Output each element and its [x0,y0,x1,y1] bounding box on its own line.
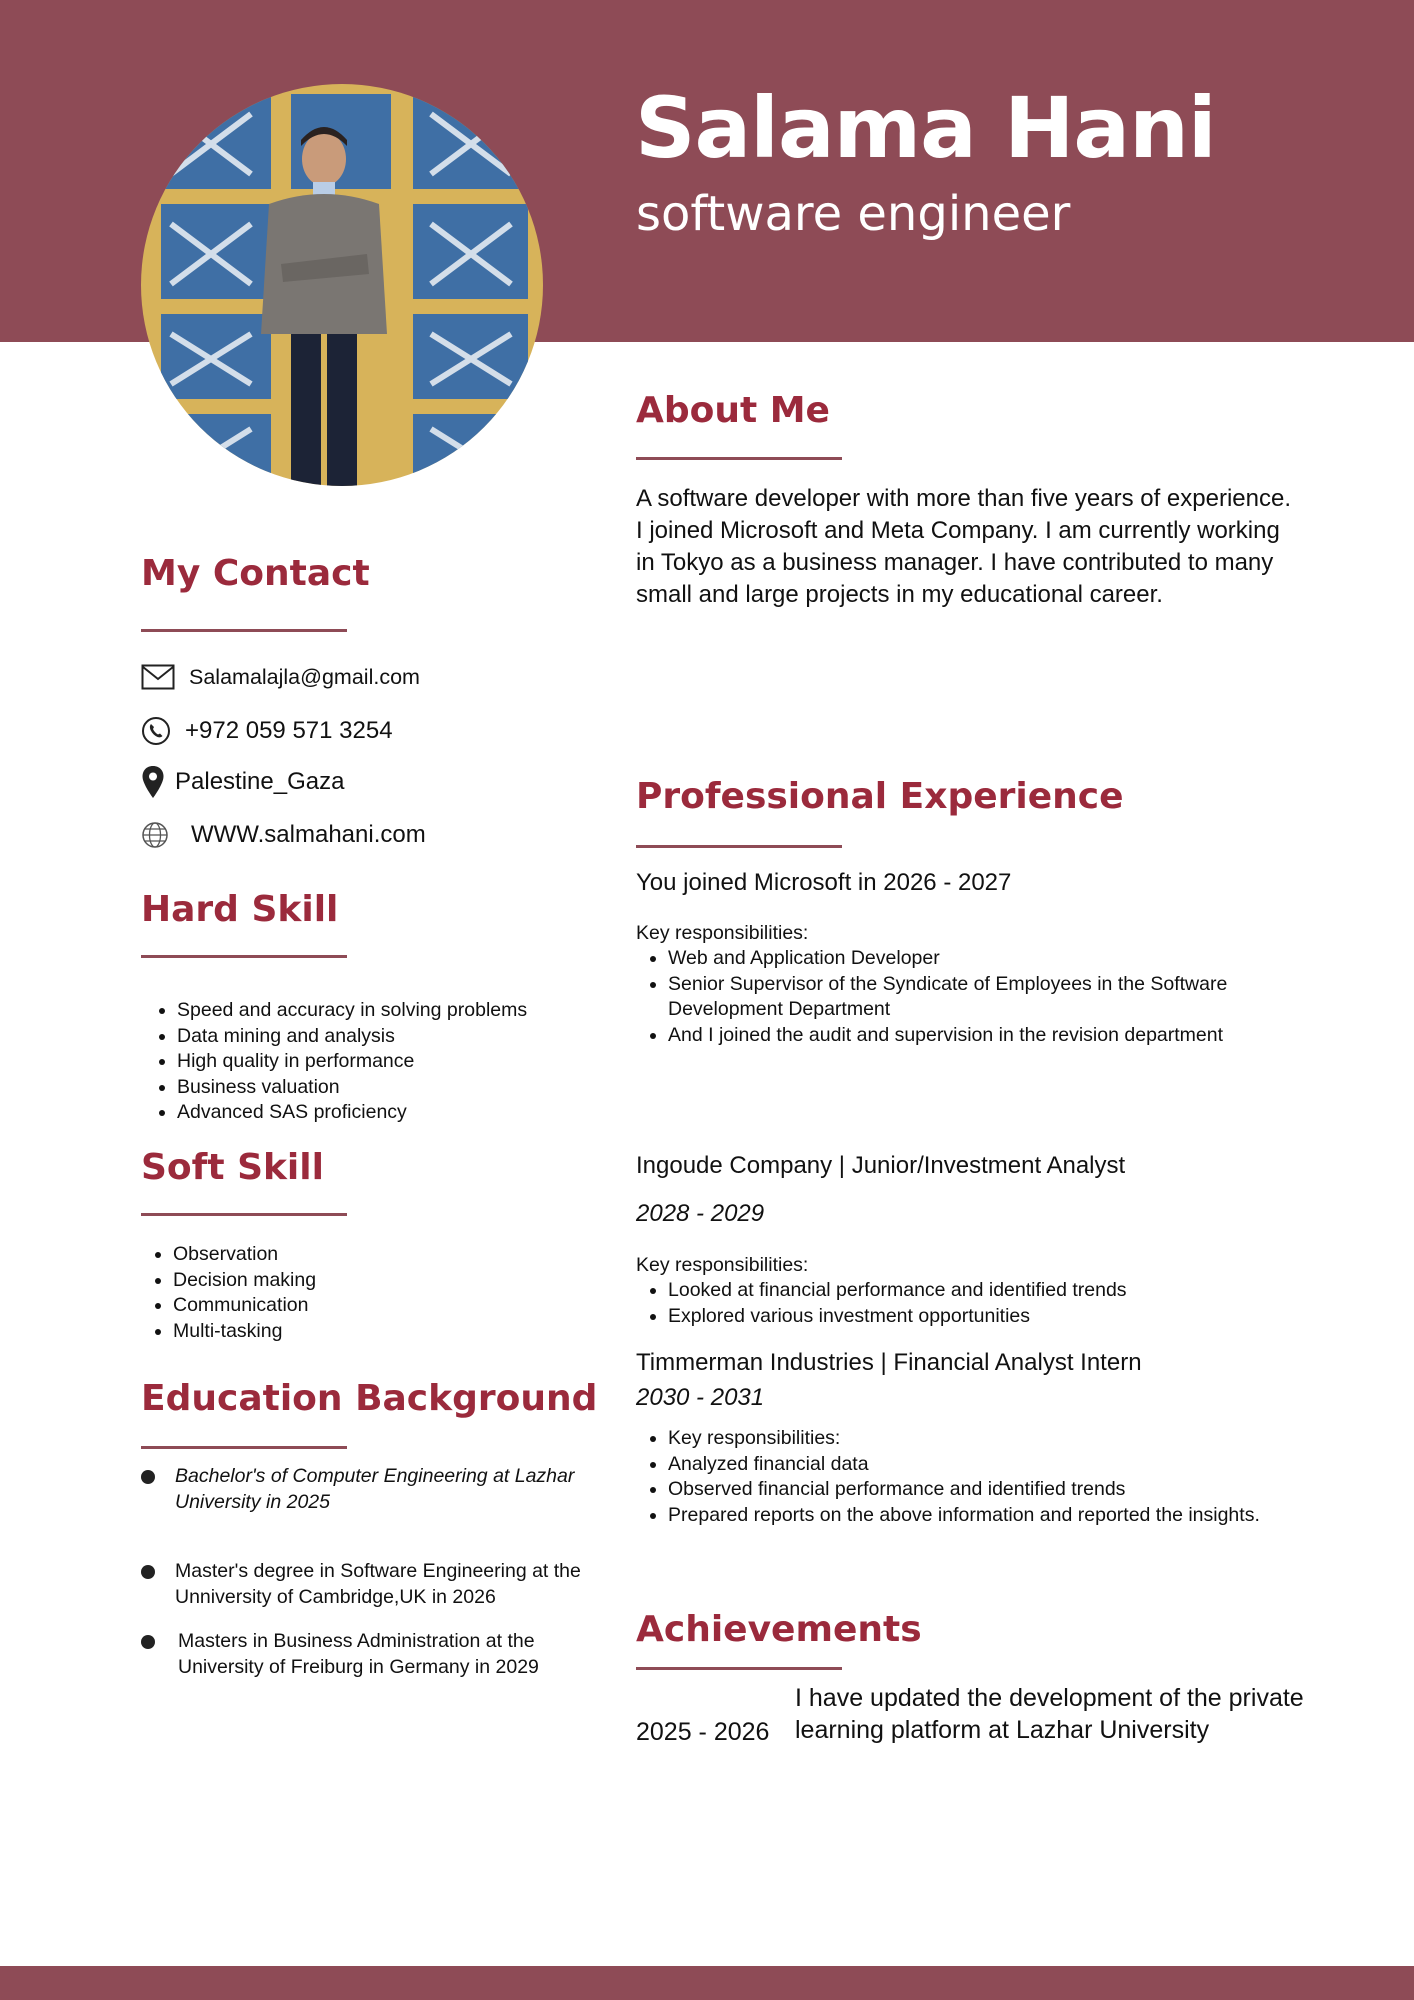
experience-title: Professional Experience [636,776,1124,817]
achievement-years: 2025 - 2026 [636,1718,770,1746]
achievements-title: Achievements [636,1609,922,1650]
key-responsibilities-label: Key responsibilities: [636,1254,809,1276]
achievements-rule [636,1667,842,1670]
list-item: • Communication [173,1293,316,1319]
soft-skill-title: Soft Skill [141,1147,324,1188]
list-item: • Web and Application Developer [668,946,1328,972]
contact-title: My Contact [141,553,370,594]
list-item: • Business valuation [177,1075,527,1101]
footer-band [0,1966,1414,2000]
list-item: • Data mining and analysis [177,1024,527,1050]
job-responsibilities-list [636,1426,1308,1528]
bullet-icon [141,1470,155,1484]
list-item: • Analyzed financial data [668,1452,1308,1478]
list-item: • Key responsibilities: [668,1426,1308,1452]
hard-skill-rule [141,955,347,958]
education-text: Master's degree in Software Engineering at the Unniversity of Cambridge,UK in 2026 [175,1560,581,1608]
soft-skill-rule [141,1213,347,1216]
hard-skill-list [145,998,527,1126]
list-item: • Observed financial performance and identified trends [668,1477,1308,1503]
list-item: • And I joined the audit and supervision in the revision department [668,1023,1328,1049]
about-text: A software developer with more than five years of experience. I joined Microsoft and Meta Company. I am currently working in Tokyo as a business manager. I have contributed to many small and large projects in my educational career. [636,485,1292,608]
education-title: Education Background [141,1378,598,1419]
education-item [141,1559,595,1610]
education-rule [141,1446,347,1449]
envelope-icon [141,660,175,694]
contact-email [141,660,420,694]
location-text: Palestine_Gaza [175,768,345,795]
phone-text[interactable]: +972 059 571 3254 [185,717,393,744]
key-responsibilities-label: Key responsibilities: [636,922,809,944]
about-title: About Me [636,390,830,431]
list-item: • Observation [173,1242,316,1268]
education-item [141,1629,598,1680]
education-item [141,1464,575,1515]
website-text[interactable]: WWW.salmahani.com [191,821,426,848]
achievement-text: I have updated the development of the private learning platform at Lazhar University [795,1684,1304,1744]
hard-skill-title: Hard Skill [141,889,339,930]
contact-website [141,818,426,852]
job-role: software engineer [636,186,1071,242]
list-item: • Decision making [173,1268,316,1294]
list-item: • Multi-tasking [173,1319,316,1345]
education-text: Masters in Business Administration at the University of Freiburg in Germany in 2029 [178,1630,539,1678]
person-name: Salama Hani [635,79,1216,177]
about-rule [636,457,842,460]
contact-phone [141,714,393,748]
job-responsibilities-list [636,1278,1328,1329]
job-title: Ingoude Company | Junior/Investment Analyst [636,1152,1126,1179]
email-text[interactable]: Salamalajla@gmail.com [189,664,420,689]
list-item: • High quality in performance [177,1049,527,1075]
phone-icon [141,714,175,748]
contact-rule [141,629,347,632]
job-responsibilities-list [636,946,1328,1048]
job-title: Timmerman Industries | Financial Analyst Intern [636,1349,1142,1376]
list-item: • Looked at financial performance and identified trends [668,1278,1328,1304]
experience-rule [636,845,842,848]
globe-icon [141,818,175,852]
bullet-icon [141,1635,155,1649]
profile-photo [141,84,543,486]
list-item: • Speed and accuracy in solving problems [177,998,527,1024]
job-years: 2028 - 2029 [636,1200,765,1227]
list-item: • Explored various investment opportunities [668,1304,1328,1330]
location-pin-icon [141,765,175,799]
list-item: • Advanced SAS proficiency [177,1100,527,1126]
soft-skill-list [141,1242,316,1344]
job-title: You joined Microsoft in 2026 - 2027 [636,869,1012,896]
bullet-icon [141,1565,155,1579]
list-item: • Senior Supervisor of the Syndicate of Employees in the Software Development Department [668,972,1328,1023]
education-text: Bachelor's of Computer Engineering at Lazhar University in 2025 [175,1465,575,1513]
list-item: • Prepared reports on the above information and reported the insights. [668,1503,1308,1529]
job-years: 2030 - 2031 [636,1384,765,1411]
contact-location [141,765,344,799]
